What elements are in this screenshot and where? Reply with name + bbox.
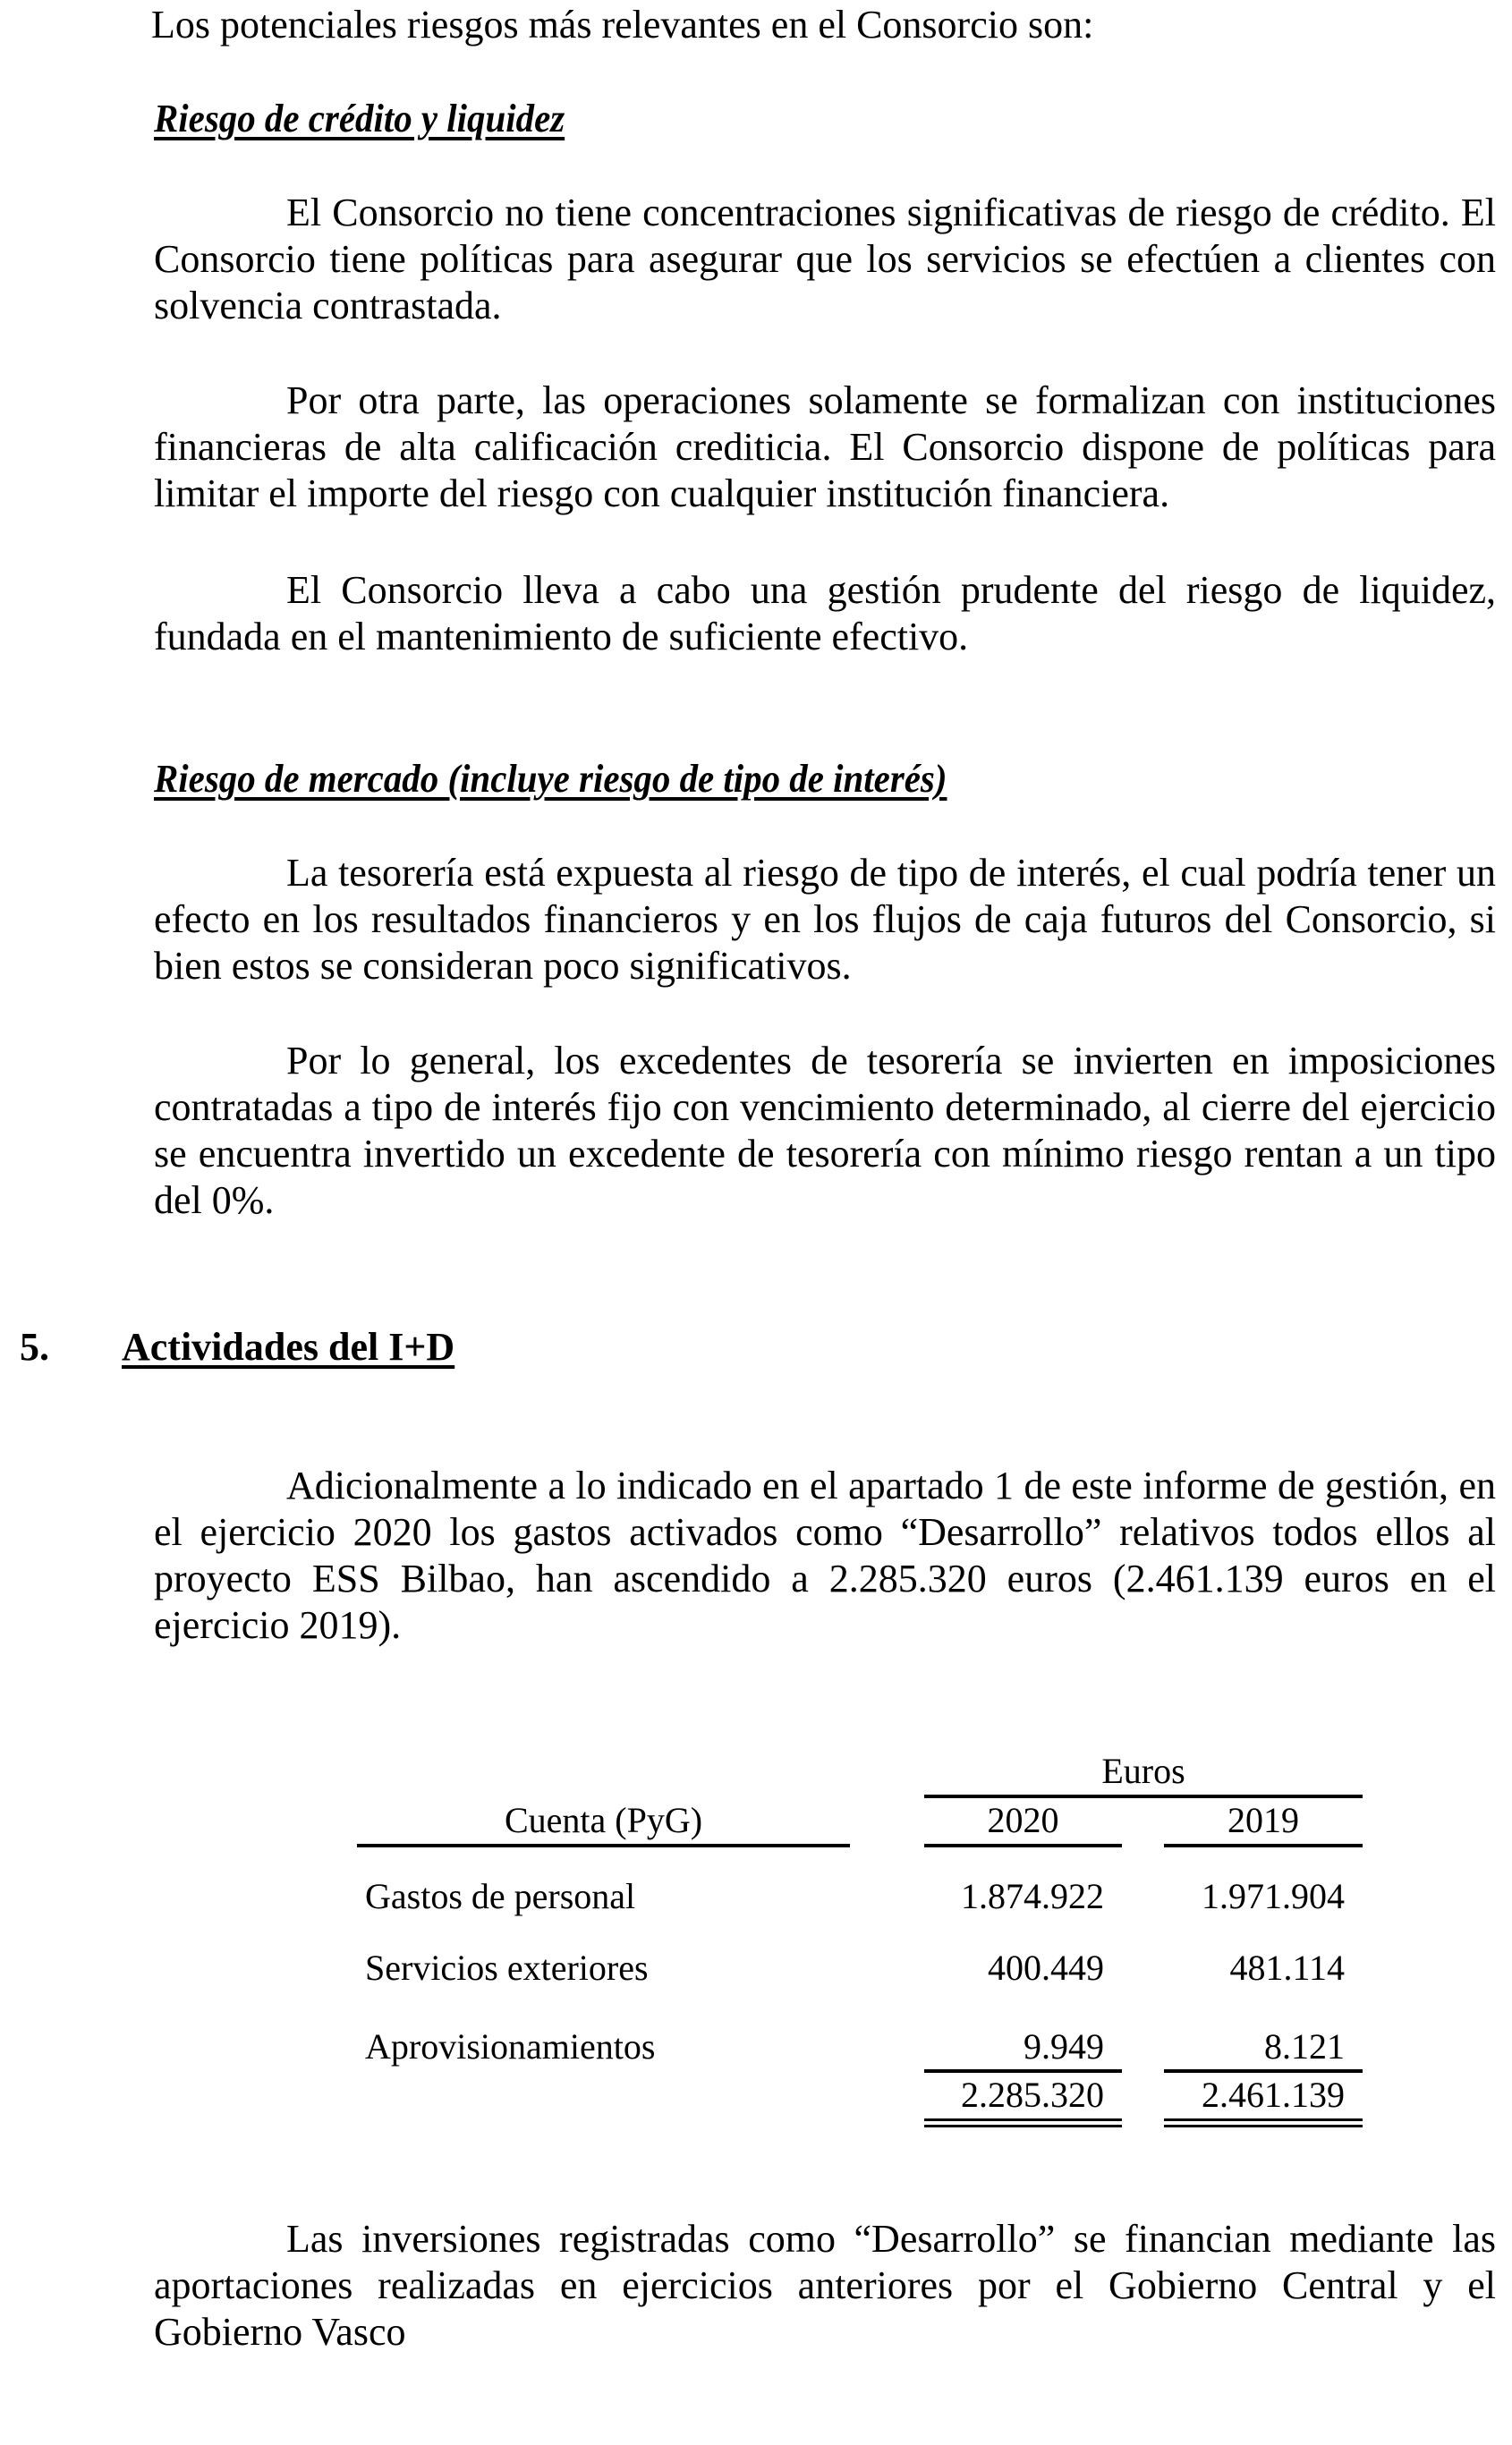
row-value-2020: 1.874.922	[961, 1876, 1104, 1916]
paragraph-financing	[154, 2216, 1496, 2356]
paragraph-rd	[154, 1463, 1496, 1649]
heading-credit-liquidity: Riesgo de crédito y liquidez	[154, 97, 565, 140]
subtotal-rule-2019	[1164, 2069, 1363, 2073]
paragraph-credit-3	[154, 567, 1496, 660]
section-number: 5.	[20, 1325, 49, 1369]
paragraph-market-2	[154, 1038, 1496, 1224]
total-double-rule-2020-top	[924, 2118, 1122, 2121]
total-double-rule-2019-top	[1164, 2118, 1363, 2121]
column-header-2020: 2020	[987, 1800, 1059, 1840]
row-value-2019: 1.971.904	[1202, 1876, 1345, 1916]
row-value-2019: 8.121	[1264, 2026, 1345, 2067]
column-header-2019: 2019	[1227, 1800, 1299, 1840]
paragraph-credit-1	[154, 190, 1496, 329]
row-value-2020: 9.949	[1024, 2026, 1104, 2067]
row-label: Aprovisionamientos	[365, 2026, 656, 2067]
intro-text: Los potenciales riesgos más relevantes en el Consorcio son:	[151, 3, 1094, 47]
heading-market-risk: Riesgo de mercado (incluye riesgo de tipo de interés)	[154, 757, 947, 801]
row-label: Gastos de personal	[365, 1876, 636, 1916]
paragraph-text: Por otra parte, las operaciones solamente se formalizan con instituciones financieras de alta calificación crediticia. El Consorcio dispone de políticas para limitar el importe del riesgo con cualquier institución financiera.	[154, 378, 1496, 515]
total-2020: 2.285.320	[961, 2075, 1104, 2115]
section-title: Actividades del I+D	[122, 1325, 455, 1369]
total-double-rule-2019-bottom	[1164, 2125, 1363, 2127]
total-2019: 2.461.139	[1202, 2075, 1345, 2115]
paragraph-text: La tesorería está expuesta al riesgo de tipo de interés, el cual podría tener un efecto en los resultados financieros y en los flujos de caja futuros del Consorcio, si bien estos se consideran poco significativos.	[154, 851, 1496, 988]
header-rule-account	[357, 1844, 850, 1847]
paragraph-text: El Consorcio no tiene concentraciones significativas de riesgo de crédito. El Consorcio tiene políticas para asegurar que los servicios se efectúen a clientes con solvencia contrastada.	[154, 191, 1496, 327]
row-value-2020: 400.449	[988, 1948, 1104, 1988]
table-group-header: Euros	[1101, 1751, 1185, 1791]
paragraph-credit-2	[154, 378, 1496, 517]
header-rule-2020	[924, 1844, 1122, 1847]
row-value-2019: 481.114	[1229, 1948, 1345, 1988]
paragraph-market-1	[154, 850, 1496, 989]
paragraph-text: Las inversiones registradas como “Desarrollo” se financian mediante las aportaciones realizadas en ejercicios anteriores por el Gobierno Central y el Gobierno Vasco	[154, 2217, 1496, 2354]
subtotal-rule-2020	[924, 2069, 1122, 2073]
column-header-account: Cuenta (PyG)	[504, 1800, 703, 1840]
total-double-rule-2020-bottom	[924, 2125, 1122, 2127]
group-header-rule	[924, 1795, 1363, 1798]
paragraph-text: Por lo general, los excedentes de tesorería se invierten en imposiciones contratadas a tipo de interés fijo con vencimiento determinado, al cierre del ejercicio se encuentra invertido un excedente de tesorería con mínimo riesgo rentan a un tipo del 0%.	[154, 1039, 1496, 1222]
header-rule-2019	[1164, 1844, 1363, 1847]
paragraph-text: Adicionalmente a lo indicado en el apartado 1 de este informe de gestión, en el ejercicio 2020 los gastos activados como “Desarrollo” relativos todos ellos al proyecto ESS Bilbao, han ascendido a 2.285.320 euros (2.461.139 euros en el ejercicio 2019).	[154, 1464, 1496, 1647]
paragraph-text: El Consorcio lleva a cabo una gestión prudente del riesgo de liquidez, fundada en el mantenimiento de suficiente efectivo.	[154, 568, 1496, 658]
row-label: Servicios exteriores	[365, 1948, 649, 1988]
